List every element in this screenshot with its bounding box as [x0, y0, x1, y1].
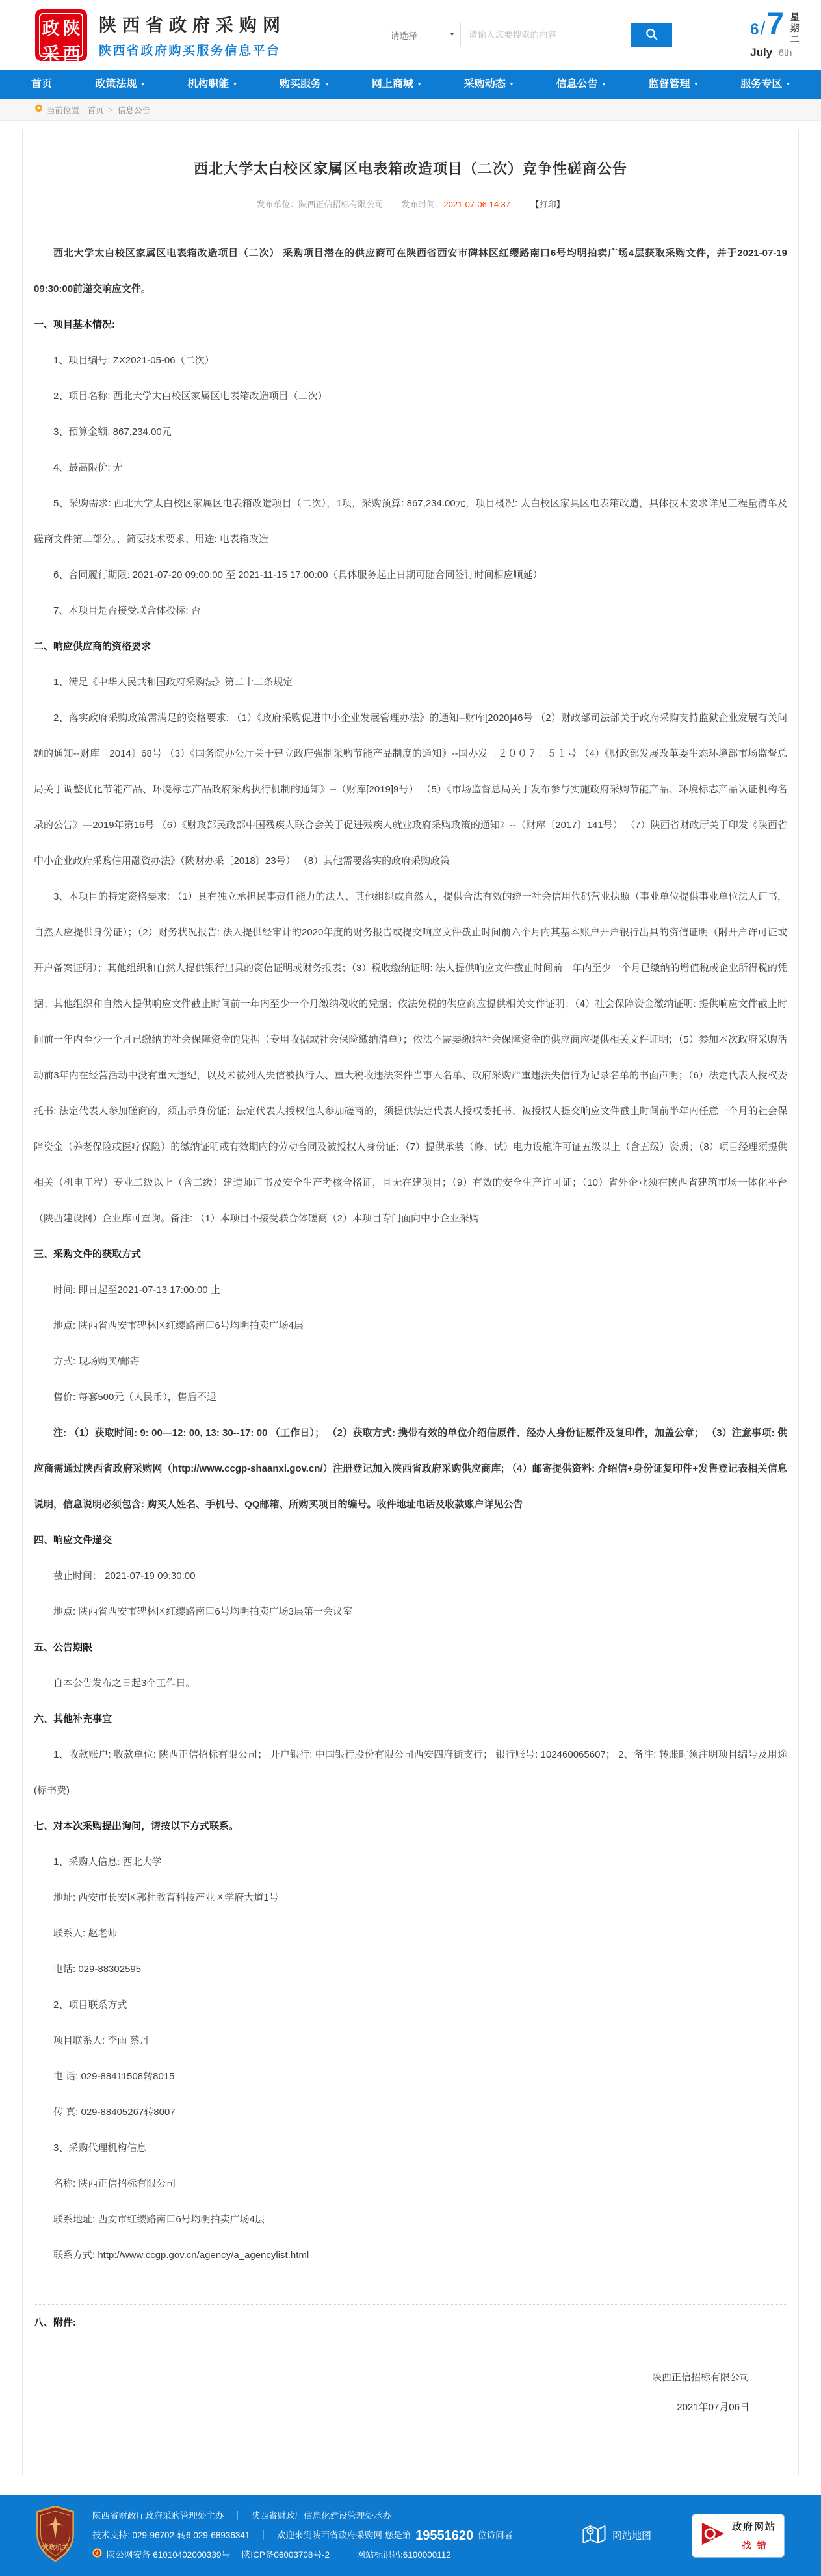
publish-time-value: 2021-07-06 14:37 [443, 200, 511, 209]
chevron-down-icon: ▾ [510, 81, 514, 87]
chevron-down-icon: ▾ [141, 81, 144, 87]
breadcrumb-separator: > [108, 105, 113, 114]
footer-welcome: 欢迎来到陕西省政府采购网 您是第 [276, 2530, 411, 2540]
nav-item-1 [95, 70, 144, 99]
nav-item-8 [740, 70, 790, 99]
content-paragraph: 1、项目编号: ZX2021-05-06（二次） [53, 355, 215, 366]
section-heading-5: 五、公告期限 [34, 1642, 93, 1653]
sitemap-label: 网站地图 [612, 2530, 651, 2542]
nav-item-2 [187, 70, 237, 99]
content-paragraph: 7、本项目是否接受联合体投标: 否 [53, 605, 201, 616]
content-paragraph: 售价: 每套500元（人民币），售后不退 [53, 1392, 216, 1403]
content-paragraph: 3、本项目的特定资格要求: （1）具有独立承担民事责任能力的法人、其他组织或自然人，提供合法有效的统一社会信用代码营业执照（事业单位提供事业单位法人证书，自然人应提供身份证）；（2）财务状况报告: 法人提供经审计的2020年度的财务报告或提交响应文件截止时间前六个月内其基本账户开户银行出具的资信证明（附开户许可证或开户备案证明）；其他组织和自然人提供银行出具的资信证明或财务报表；（3）税收缴纳证明: 法人提供响应文件截止时间前一年内至少一个月已缴纳的增值税或企业所得税的凭据；其他组织和自然人提供响应文件截止时间前一年内至少一个月缴纳税收的凭据；依法免税的供应商应提供相关文件证明；（4）社会保障资金缴纳证明: 提供响应文件截止时间前一年内至少一个月已缴纳的社会保障资金的凭据（专用收据或社会保险缴纳清单）；依法不需要缴纳社会保障资金的供应商应提供相关文件证明；（5）参加本次政府采购活动前3年内在经营活动中没有重大违纪，以及未被列入失信被执行人、重大税收违法案件当事人名单、政府采购严重违法失信行为记录名单的书面声明；（6）法定代表人授权委托书: 法定代表人参加磋商的，须出示身份证；法定代表人授权他人参加磋商的，须提供法定代表人授权委托书、被授权人提交响应文件截止时间前半年内任意一个月的社会保障资金（养老保险或医疗保险）的缴纳证明或有效期内的劳动合同及被授权人身份证；（7）提供承装（修、试）电力设施许可证五级以上（含五级）资质；（8）项目经理须提供相关（机电工程）专业二级以上（含二级）建造师证书及安全生产考核合格证，且无在建项目；（9）有效的安全生产许可证；（10）省外企业须在陕西省建筑市场一体化平台（陕西建设网）企业库可查询。备注: （1）本项目不接受联合体磋商（2）本项目专门面向中小企业采购 [34, 891, 787, 1224]
announcement-page [22, 129, 799, 2475]
nav-item-3 [280, 70, 329, 99]
date-month: July [750, 46, 773, 59]
date-day-big: 7 [766, 7, 784, 42]
chevron-down-icon: ▾ [602, 81, 606, 87]
breadcrumb-current-link[interactable]: 信息公告 [117, 105, 150, 115]
search-input[interactable] [461, 23, 631, 47]
site-footer [0, 2495, 821, 2576]
sitemap-link[interactable] [582, 2524, 651, 2547]
section-heading-1: 一、项目基本情况: [34, 319, 115, 330]
logo-char: 西 [62, 44, 81, 64]
breadcrumb [0, 99, 821, 121]
visitor-count: 19551620 [415, 2528, 474, 2543]
nav-link-3[interactable] [280, 70, 329, 99]
content-paragraph: 注: （1）获取时间: 9: 00—12: 00, 13: 30--17: 00 （工作日）； （2）获取方式: 携带有效的单位介绍信原件、经办人身份证原件及复印件，加盖公章； （3）注意事项: 供应商需通过陕西省政府采购网（http://www.ccgp-shaanxi.gov.cn/）注册登记加入陕西省政府采购供应商库; （4）邮寄提供资料: 介绍信+身份证复印件+发售登记表相关信息说明，信息说明必须包含: 购买人姓名、手机号、QQ邮箱、所购买项目的编号。收件地址电话及收款账户详见公告 [34, 1427, 787, 1510]
error-report-action: 找错 [742, 2540, 772, 2551]
footer-welcome-suffix: 位访问者 [478, 2530, 514, 2540]
search-button[interactable] [631, 23, 671, 47]
search-category-value: 请选择 [391, 31, 417, 41]
nav-link-5[interactable] [464, 70, 514, 99]
svg-text:党政机关: 党政机关 [42, 2544, 69, 2552]
nav-item-0 [31, 70, 52, 99]
publisher-value: 陕西正信招标有限公司 [298, 200, 384, 209]
content-paragraph: 5、采购需求: 西北大学太白校区家属区电表箱改造项目（二次），1项，采购预算: 867,234.00元，项目概况: 太白校区家具区电表箱改造，具体技术要求详见工程量清单及磋商文件第二部分。，简要技术要求、用途: 电表箱改造 [34, 498, 787, 545]
signature-date: 2021年07月06日 [677, 2402, 749, 2413]
sitemap-icon [582, 2524, 606, 2547]
date-widget [750, 7, 800, 59]
logo-char: 政 [42, 18, 60, 38]
content-paragraph: 电话: 029-88302595 [53, 1964, 142, 1975]
content-paragraph: 2、项目联系方式 [53, 1999, 127, 2010]
nav-label: 购买服务 [280, 79, 322, 90]
content-paragraph: 名称: 陕西正信招标有限公司 [53, 2178, 176, 2189]
content-paragraph: 联系地址: 西安市红缨路南口6号均明拍卖广场4层 [53, 2214, 265, 2225]
nav-link-1[interactable] [95, 70, 144, 99]
content-paragraph: 电 话: 029-88411508转8015 [53, 2071, 175, 2082]
section-heading-6: 六、其他补充事宜 [34, 1713, 112, 1724]
main-nav-list [0, 70, 821, 99]
nav-link-6[interactable] [556, 70, 606, 99]
nav-label: 网上商城 [371, 79, 413, 90]
footer-host-right: 陕西省财政厅信息化建设管理处承办 [251, 2510, 391, 2521]
breadcrumb-home-link[interactable]: 首页 [87, 105, 104, 115]
chevron-down-icon: ▾ [417, 81, 421, 87]
nav-label: 信息公告 [556, 79, 598, 90]
error-report-logo-icon [700, 2521, 726, 2550]
content-paragraph: 方式: 现场购买/邮寄 [53, 1356, 140, 1367]
content-paragraph: 地点: 陕西省西安市碑林区红缨路南口6号均明拍卖广场4层 [53, 1320, 304, 1331]
intro-paragraph: 西北大学太白校区家属区电表箱改造项目（二次） 采购项目潜在的供应商可在陕西省西安市碑林区红缨路南口6号均明拍卖广场4层获取采购文件，并于2021-07-19 09:30:00前递交响应文件。 [34, 248, 787, 294]
content-paragraph: 地址: 西安市长安区郭杜教育科技产业区学府大道1号 [53, 1892, 279, 1903]
content-paragraph: 1、采购人信息: 西北大学 [53, 1856, 162, 1867]
site-code-label: 网站标识码: [356, 2549, 403, 2560]
print-button[interactable]: 【打印】 [530, 200, 565, 209]
date-separator: / [760, 18, 766, 38]
gov-site-error-report-badge[interactable] [692, 2514, 785, 2558]
logo-char: 采 [42, 44, 60, 64]
brand-block [99, 11, 286, 59]
content-paragraph: 地点: 陕西省西安市碑林区红缨路南口6号均明拍卖广场3层第一会议室 [53, 1606, 353, 1617]
nav-label: 政策法规 [95, 79, 137, 90]
content-paragraph: 时间: 即日起至2021-07-13 17:00:00 止 [53, 1284, 220, 1295]
signature-company: 陕西正信招标有限公司 [651, 2372, 749, 2383]
site-code-value: 6100000112 [402, 2549, 451, 2560]
nav-item-4 [372, 70, 421, 99]
site-subtitle: 陕西省政府购买服务信息平台 [99, 44, 281, 58]
nav-link-7[interactable] [648, 70, 697, 99]
content-paragraph: 1、满足《中华人民共和国政府采购法》第二十二条规定 [53, 677, 293, 688]
site-header [0, 0, 821, 70]
party-gov-shield-badge [35, 2506, 75, 2565]
police-badge-icon [92, 2545, 107, 2565]
nav-label: 首页 [31, 79, 53, 90]
publisher-label: 发布单位： [256, 200, 299, 209]
logo-char: 陕 [62, 18, 81, 38]
content-paragraph: 3、预算金额: 867,234.00元 [53, 426, 172, 437]
content-paragraph: 4、最高限价: 无 [53, 462, 123, 473]
footer-info: 陕西省财政厅政府采购管理处主办 ｜ 陕西省财政厅信息化建设管理处承办 技术支持: 029-96702-转6 029-68936341 ｜ 欢迎来到陕西省政府采购网 您是第 19551620 位访问者 陕公网安备 61010402000339号 陕ICP备06003708号-2 ｜ 网站标识码: 6100000112 [92, 2506, 513, 2565]
main-nav [0, 70, 821, 99]
section-heading-7: 七、对本次采购提出询问，请按以下方式联系。 [34, 1821, 239, 1832]
signature-block [34, 2363, 787, 2423]
nav-item-7 [648, 70, 697, 99]
date-weekday: 星期二 [790, 12, 800, 44]
date-ordinal: 6th [778, 47, 792, 59]
content-paragraph: 截止时间： 2021-07-19 09:30:00 [53, 1570, 196, 1581]
page-title: 西北大学太白校区家属区电表箱改造项目（二次）竞争性磋商公告 [193, 161, 627, 177]
content-paragraph: 3、采购代理机构信息 [53, 2142, 147, 2153]
search-icon [645, 28, 658, 42]
publish-time-label: 发布时间： [401, 200, 444, 209]
logo-characters [39, 13, 83, 64]
article-body [34, 307, 787, 2341]
site-logo [35, 9, 87, 64]
nav-item-6 [556, 70, 606, 99]
section-heading-4: 四、响应文件递交 [34, 1535, 112, 1546]
date-day-small: 6 [750, 21, 759, 38]
search-bar [384, 23, 672, 47]
nav-link-2[interactable] [187, 70, 237, 99]
content-paragraph: 2、落实政府采购政策需满足的资格要求: （1）《政府采购促进中小企业发展管理办法》的通知--财库[2020]46号 （2）财政部司法部关于政府采购支持监狱企业发展有关问题的通知--财库〔2014〕68号 （3）《国务院办公厅关于建立政府强制采购节能产品制度的通知》--国办发〔２００７〕５１号 （4）《财政部发展改革委生态环境部市场监督总局关于调整优化节能产品、环境标志产品政府采购执行机制的通知》--（财库[2019]9号） （5）《市场监督总局关于发布参与实施政府采购节能产品、环境标志产品认证机构名录的公告》—2019年第16号 （6）《财政部民政部中国残疾人联合会关于促进残疾人就业政府采购政策的通知》--（财库〔2017〕141号） （7）陕西省财政厅关于印发《陕西省中小企业政府采购信用融资办法》（陕财办采〔2018〕23号） （8）其他需要落实的政府采购政策 [34, 712, 787, 866]
footer-right [582, 2514, 801, 2558]
icp-beian[interactable]: 陕ICP备06003708号-2 [241, 2549, 330, 2560]
footer-support: 技术支持: 029-96702-转6 029-68936341 [92, 2530, 250, 2540]
chevron-down-icon: ▾ [326, 81, 329, 87]
content-paragraph: 联系人: 赵老师 [53, 1928, 118, 1939]
error-report-title: 政府网站 [732, 2519, 776, 2536]
footer-host-left: 陕西省财政厅政府采购管理处主办 [92, 2510, 224, 2521]
nav-item-5 [464, 70, 514, 99]
site-name: 陕西省政府采购网 [99, 16, 286, 35]
search-category-select[interactable] [384, 23, 461, 47]
nav-label: 机构职能 [187, 79, 229, 90]
nav-label: 监督管理 [648, 79, 690, 90]
nav-label: 服务专区 [740, 79, 783, 90]
section-heading-2: 二、响应供应商的资格要求 [34, 641, 151, 652]
nav-link-0[interactable] [31, 70, 52, 99]
nav-link-4[interactable] [372, 70, 421, 99]
article-meta [34, 178, 787, 226]
nav-link-8[interactable] [740, 70, 790, 99]
location-pin-icon [35, 104, 47, 115]
chevron-down-icon: ▾ [233, 81, 237, 87]
content-paragraph: 项目联系人: 李雨 蔡丹 [53, 2035, 150, 2046]
content-paragraph: 2、项目名称: 西北大学太白校区家属区电表箱改造项目（二次） [53, 391, 328, 402]
nav-label: 采购动态 [463, 79, 506, 90]
content-paragraph: 联系方式: http://www.ccgp.gov.cn/agency/a_agencylist.html [53, 2250, 309, 2261]
content-paragraph: 6、合同履行期限: 2021-07-20 09:00:00 至 2021-11-15 17:00:00（具体服务起止日期可随合同签订时间相应顺延） [53, 569, 543, 580]
content-paragraph: 1、收款账户: 收款单位: 陕西正信招标有限公司； 开户银行: 中国银行股份有限公司西安四府街支行； 银行账号: 102460065607； 2、备注: 转账时须注明项目编号及用途(标书费) [34, 1749, 787, 1796]
chevron-down-icon: ▾ [787, 81, 790, 87]
section-heading-3: 三、采购文件的获取方式 [34, 1249, 142, 1260]
chevron-down-icon: ▾ [450, 31, 454, 38]
breadcrumb-label: 当前位置： [47, 105, 88, 115]
section-heading-8: 八、附件: [34, 2317, 76, 2328]
content-paragraph: 自本公告发布之日起3个工作日。 [53, 1678, 196, 1689]
chevron-down-icon: ▾ [694, 81, 698, 87]
gongan-beian[interactable]: 陕公网安备 61010402000339号 [107, 2549, 230, 2560]
content-paragraph: 传 真: 029-88405267转8007 [53, 2107, 176, 2118]
